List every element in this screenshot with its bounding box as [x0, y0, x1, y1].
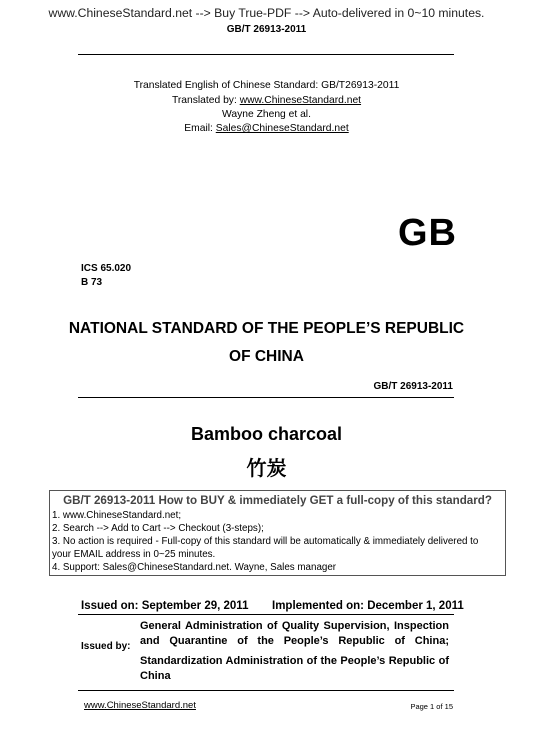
issued-by-label: Issued by:: [81, 641, 131, 652]
email-line: [0, 123, 533, 134]
footer-site-link[interactable]: www.ChineseStandard.net: [84, 700, 196, 711]
footer-divider: [78, 690, 454, 691]
translation-line: Translated English of Chinese Standard: GB/T26913-2011: [133, 80, 400, 91]
buy-step-2: 2. Search --> Add to Cart --> Checkout (3-steps);: [52, 523, 264, 534]
page-number: Page 1 of 15: [410, 702, 453, 711]
email-label: Email:: [184, 123, 216, 134]
translator-site-link[interactable]: www.ChineseStandard.net: [239, 95, 362, 106]
gb-logo: GB: [398, 212, 457, 254]
title-divider: [78, 397, 454, 398]
buy-step-4: 4. Support: Sales@ChineseStandard.net. Wayne, Sales manager: [52, 562, 337, 573]
issuer-aqsiq-line1: General Administration of Quality Supervision, Inspection: [140, 620, 449, 632]
top-banner[interactable]: www.ChineseStandard.net --> Buy True-PDF --> Auto-delivered in 0~10 minutes.: [48, 6, 485, 20]
header-standard-code: GB/T 26913-2011: [226, 24, 307, 35]
ics-code: ICS 65.020: [81, 263, 132, 274]
translated-by-line: [0, 95, 533, 106]
translator-name: Wayne Zheng et al.: [222, 109, 311, 120]
issuer-sac-line2: China: [140, 670, 171, 682]
buy-step-3: 3. No action is required - Full-copy of this standard will be automatically & immediately delivered to: [52, 536, 479, 547]
national-standard-title: NATIONAL STANDARD OF THE PEOPLE’S REPUBLIC: [68, 320, 465, 337]
buy-step-1[interactable]: 1. www.ChineseStandard.net;: [52, 510, 182, 521]
issuer-sac-line1: Standardization Administration of the People’s Republic of: [140, 655, 449, 667]
email-link[interactable]: Sales@ChineseStandard.net: [215, 123, 349, 134]
standard-title-en: Bamboo charcoal: [190, 424, 343, 444]
issuer-aqsiq-line2: and Quarantine of the People’s Republic of China;: [140, 635, 449, 647]
issued-on-date: Issued on: September 29, 2011: [81, 600, 249, 612]
dates-divider: [78, 614, 454, 615]
ccs-code: B 73: [81, 277, 103, 288]
translated-by-label: Translated by:: [171, 95, 240, 106]
standard-code: GB/T 26913-2011: [373, 381, 453, 392]
implemented-on-date: Implemented on: December 1, 2011: [272, 600, 464, 612]
standard-title-zh: 竹炭: [246, 456, 287, 480]
buy-info-box: [49, 490, 506, 576]
buy-box-heading: GB/T 26913-2011 How to BUY & immediately GET a full-copy of this standard?: [63, 494, 492, 507]
header-divider: [78, 54, 454, 55]
national-standard-title-cont: OF CHINA: [229, 348, 304, 365]
buy-step-3-cont: your EMAIL address in 0~25 minutes.: [52, 549, 216, 560]
